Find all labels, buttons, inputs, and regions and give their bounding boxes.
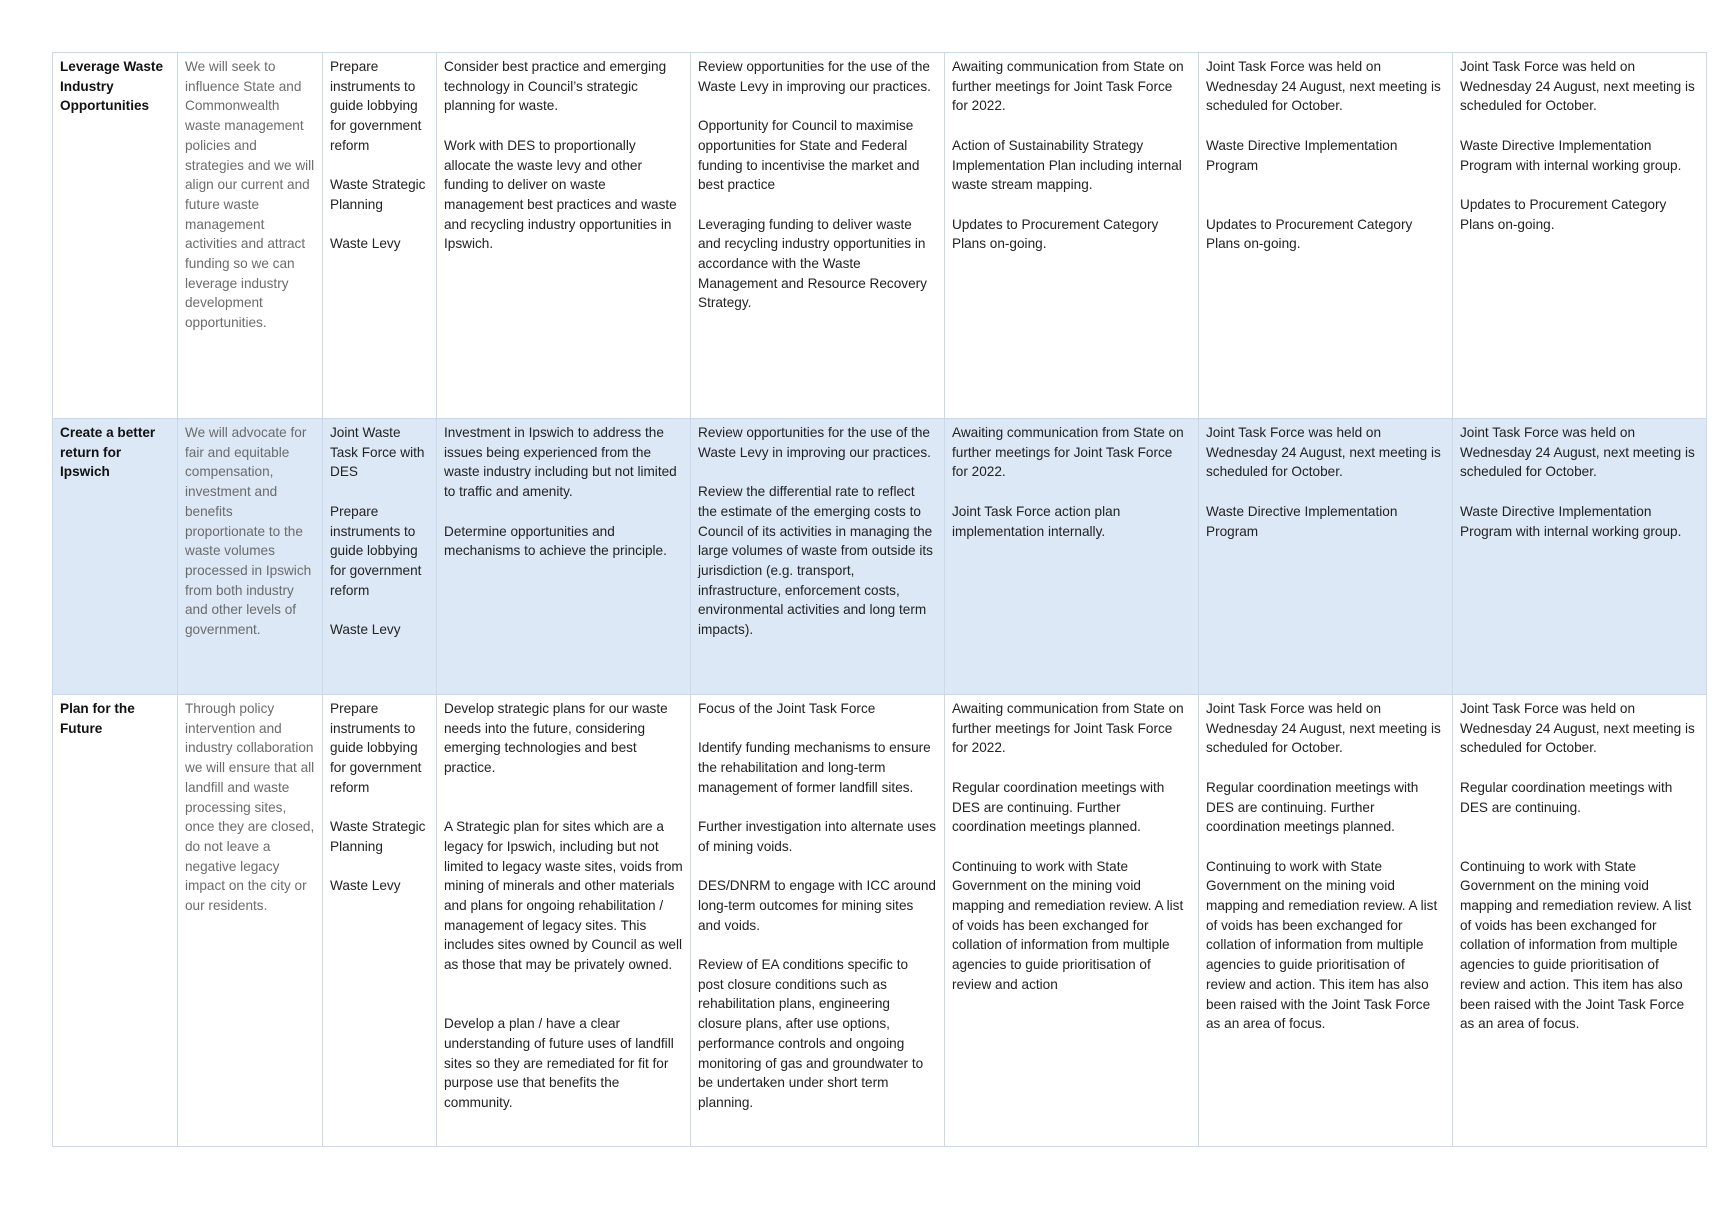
outcome-item: DES/DNRM to engage with ICC around long-term outcomes for mining sites and voids. <box>698 878 936 933</box>
description-cell: Through policy intervention and industry collaboration we will ensure that all landfill and waste processing sites, once they are closed, do not leave a negative legacy impact on the city or our residents. <box>178 695 323 1147</box>
outcome-item: Further investigation into alternate uses of mining voids. <box>698 819 937 854</box>
action-item: Determine opportunities and mechanisms to achieve the principle. <box>444 523 667 559</box>
update-item: Joint Task Force was held on Wednesday 24 August, next meeting is scheduled for October. <box>1206 701 1441 756</box>
mechanism-item: Joint Waste Task Force with DES <box>330 425 425 480</box>
update-cell <box>1453 419 1707 695</box>
mechanism-item: Prepare instruments to guide lobbying for government reform <box>330 503 422 598</box>
update-item: Regular coordination meetings with DES are continuing. Further coordination meetings planned. <box>1206 779 1419 835</box>
update-cell <box>945 419 1199 695</box>
update-cell <box>1199 695 1453 1147</box>
action-item: Develop a plan / have a clear understanding of future uses of landfill sites so they are remediated for fit for purpose use that benefits the community. <box>444 1016 674 1111</box>
update-item: Updates to Procurement Category Plans on-going. <box>1206 216 1413 252</box>
action-item: Develop strategic plans for our waste needs into the future, considering emerging technologies and best practice. <box>444 701 668 776</box>
update-item: Continuing to work with State Government on the mining void mapping and remediation review. A list of voids has been exchanged for collation of information from multiple agencies to guide prioritisation of review and action. This item has also been raised with the Joint Task Force as an area of focus. <box>1460 858 1692 1032</box>
action-item: Work with DES to proportionally allocate the waste levy and other funding to deliver on waste management best practices and waste and recycling industry opportunities in Ipswich. <box>444 137 677 252</box>
mechanism-item: Waste Levy <box>330 236 401 252</box>
outcomes-cell <box>691 53 945 419</box>
update-item: Waste Directive Implementation Program with internal working group. <box>1460 137 1682 173</box>
update-cell <box>1199 419 1453 695</box>
action-item: Consider best practice and emerging technology in Council’s strategic planning for waste. <box>444 59 667 114</box>
table-row <box>53 53 1707 419</box>
update-item: Waste Directive Implementation Program with internal working group. <box>1460 503 1682 539</box>
update-item: Awaiting communication from State on further meetings for Joint Task Force for 2022. <box>952 59 1184 114</box>
mechanism-item: Waste Strategic Planning <box>330 819 426 854</box>
update-item: Joint Task Force action plan implementation internally. <box>952 503 1121 539</box>
topic-cell: Create a better return for Ipswich <box>53 419 178 695</box>
actions-cell <box>437 53 691 419</box>
outcome-item: Focus of the Joint Task Force <box>698 701 876 716</box>
outcome-item: Leveraging funding to deliver waste and recycling industry opportunities in accordance with the Waste Management and Resource Recovery Strategy. <box>698 216 927 311</box>
mechanism-item: Prepare instruments to guide lobbying for government reform <box>330 701 422 795</box>
update-item: Awaiting communication from State on further meetings for Joint Task Force for 2022. <box>952 701 1184 756</box>
update-cell <box>1453 695 1707 1147</box>
outcome-item: Identify funding mechanisms to ensure the rehabilitation and long-term management of former landfill sites. <box>698 740 931 795</box>
update-cell <box>1199 53 1453 419</box>
update-item: Updates to Procurement Category Plans on-going. <box>1460 196 1667 232</box>
actions-cell <box>437 419 691 695</box>
update-item: Awaiting communication from State on further meetings for Joint Task Force for 2022. <box>952 425 1184 480</box>
action-item: A Strategic plan for sites which are a legacy for Ipswich, including but not limited to legacy waste sites, voids from mining of minerals and other materials and plans for ongoing rehabilitation / management of legacy sites. This includes sites owned by Council as well as those that may be privately owned. <box>444 819 683 973</box>
update-item: Joint Task Force was held on Wednesday 24 August, next meeting is scheduled for October. <box>1460 701 1695 756</box>
update-item: Waste Directive Implementation Program <box>1206 503 1398 539</box>
update-item: Action of Sustainability Strategy Implementation Plan including internal waste stream mapping. <box>952 137 1182 193</box>
actions-cell <box>437 695 691 1147</box>
outcome-item: Review of EA conditions specific to post closure conditions such as rehabilitation plans, engineering closure plans, after use options, performance controls and ongoing monitoring of gas and groundwater to be undertaken under short term planning. <box>698 957 924 1110</box>
mechanism-item: Prepare instruments to guide lobbying for government reform <box>330 59 422 153</box>
table-row <box>53 419 1707 695</box>
table-row <box>53 695 1707 1147</box>
mechanisms-cell <box>323 695 437 1147</box>
mechanism-item: Waste Levy <box>330 622 401 637</box>
strategy-progress-table <box>52 52 1707 1147</box>
mechanism-item: Waste Levy <box>330 878 401 894</box>
mechanism-item: Waste Strategic Planning <box>330 177 426 212</box>
update-item: Continuing to work with State Government on the mining void mapping and remediation review. A list of voids has been exchanged for collation of information from multiple agencies to guide prioritisation of review and action <box>952 858 1184 992</box>
outcome-item: Review opportunities for the use of the Waste Levy in improving our practices. <box>698 425 931 460</box>
description-cell: We will seek to influence State and Commonwealth waste management policies and strategies and we will align our current and future waste management activities and attract funding so we can leverage industry development opportunities. <box>178 53 323 419</box>
description-cell: We will advocate for fair and equitable compensation, investment and benefits proportionate to the waste volumes processed in Ipswich from both industry and other levels of government. <box>178 419 323 695</box>
update-item: Joint Task Force was held on Wednesday 24 August, next meeting is scheduled for October. <box>1206 425 1441 480</box>
update-cell <box>945 53 1199 419</box>
update-item: Updates to Procurement Category Plans on-going. <box>952 216 1159 252</box>
outcome-item: Review opportunities for the use of the Waste Levy in improving our practices. <box>698 59 931 94</box>
action-item: Investment in Ipswich to address the issues being experienced from the waste industry including but not limited to traffic and amenity. <box>444 425 677 500</box>
mechanisms-cell <box>323 419 437 695</box>
topic-cell: Plan for the Future <box>53 695 178 1147</box>
topic-cell: Leverage Waste Industry Opportunities <box>53 53 178 419</box>
outcome-item: Review the differential rate to reflect the estimate of the emerging costs to Council of its activities in managing the large volumes of waste from outside its jurisdiction (e.g. transport, infrastructure, enforcement costs, environmental activities and long term impacts). <box>698 484 933 638</box>
mechanisms-cell <box>323 53 437 419</box>
update-item: Waste Directive Implementation Program <box>1206 137 1398 173</box>
update-item: Joint Task Force was held on Wednesday 24 August, next meeting is scheduled for October. <box>1460 425 1695 480</box>
update-item: Joint Task Force was held on Wednesday 24 August, next meeting is scheduled for October. <box>1206 59 1441 114</box>
update-item: Regular coordination meetings with DES are continuing. Further coordination meetings planned. <box>952 779 1165 835</box>
outcome-item: Opportunity for Council to maximise opportunities for State and Federal funding to incentivise the market and best practice <box>698 118 920 193</box>
update-cell <box>1453 53 1707 419</box>
update-item: Regular coordination meetings with DES are continuing. <box>1460 779 1673 815</box>
outcomes-cell <box>691 695 945 1147</box>
update-item: Continuing to work with State Government on the mining void mapping and remediation review. A list of voids has been exchanged for collation of information from multiple agencies to guide prioritisation of review and action. This item has also been raised with the Joint Task Force as an area of focus. <box>1206 858 1438 1032</box>
update-cell <box>945 695 1199 1147</box>
outcomes-cell <box>691 419 945 695</box>
update-item: Joint Task Force was held on Wednesday 24 August, next meeting is scheduled for October. <box>1460 59 1695 114</box>
